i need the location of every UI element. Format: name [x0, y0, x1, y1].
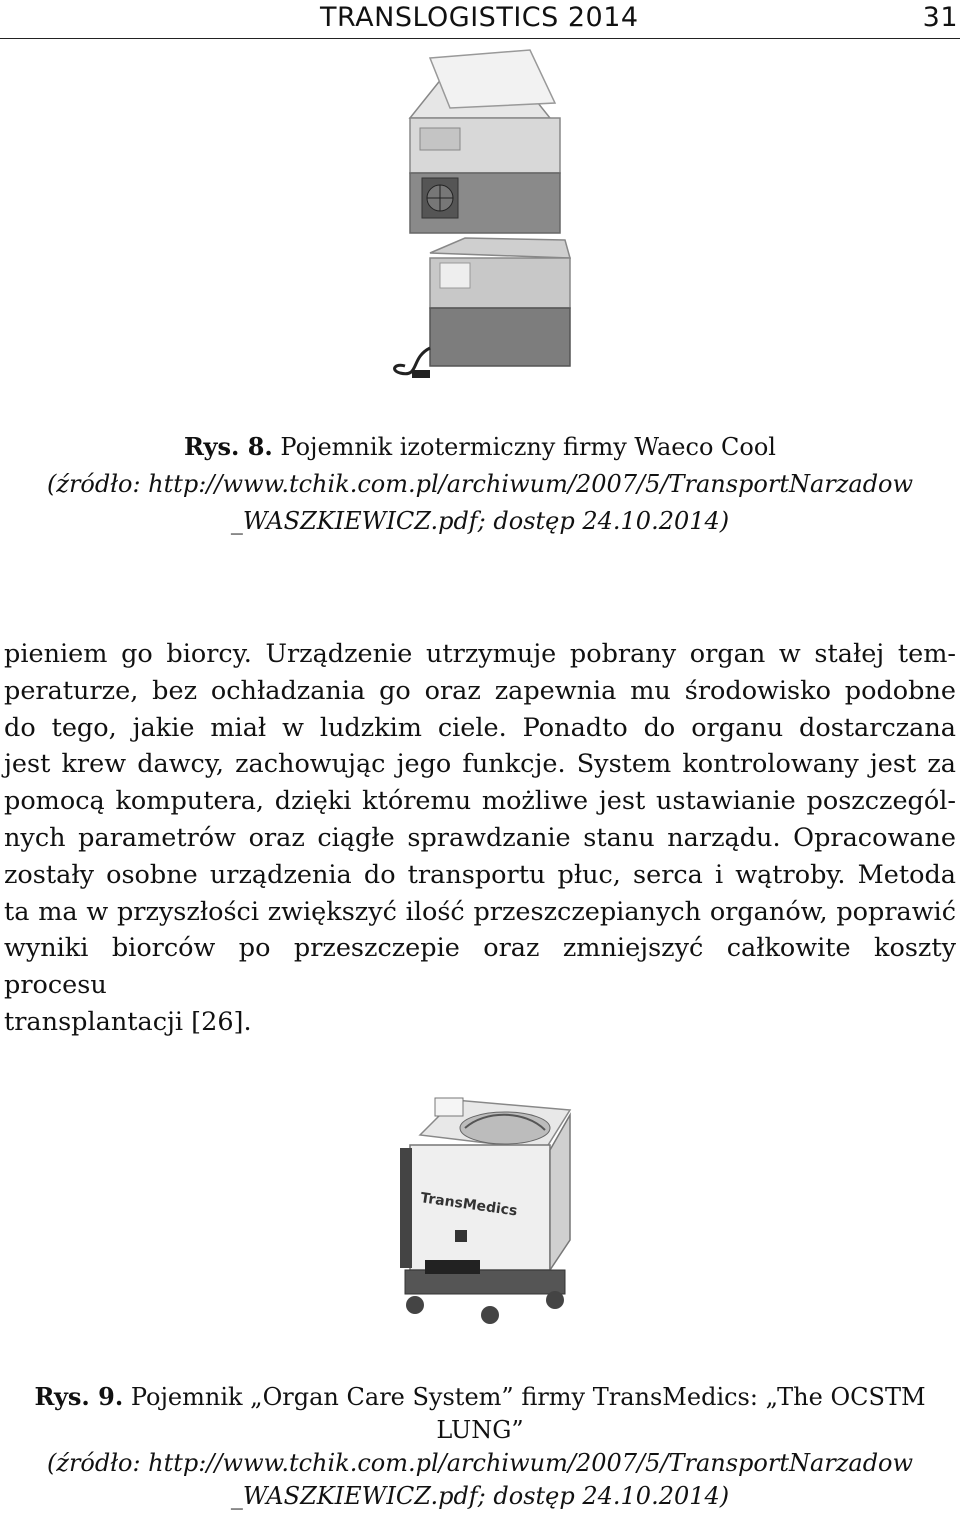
device-brand-text: TransMedics — [419, 1190, 519, 1220]
body-line: peraturze, bez ochładzania go oraz zapewnia mu środowisko podobne — [4, 675, 956, 706]
body-line: zostały osobne urządzenia do transportu płuc, serca i wątroby. Metoda — [4, 859, 956, 890]
body-line: wyniki biorców po przeszczepie oraz zmniejszyć całkowite koszty procesu — [4, 933, 956, 1001]
figure-8-source-line2: _WASZKIEWICZ.pdf; dostęp 24.10.2014) — [230, 507, 730, 535]
figure-ocs-device-image — [395, 1090, 580, 1330]
figure-9-source-line1: (źródło: http://www.tchik.com.pl/archiwum/2007/5/TransportNarzadow — [46, 1449, 914, 1477]
body-paragraph — [4, 636, 956, 1041]
figure-8-source-line1: (źródło: http://www.tchik.com.pl/archiwum/2007/5/TransportNarzadow — [46, 470, 914, 498]
body-line: do tego, jakie miał w ludzkim ciele. Ponadto do organu dostarczana — [4, 712, 956, 743]
figure-9-title-line2: LUNG” — [436, 1416, 524, 1444]
figure-9-label: Rys. 9. — [34, 1382, 124, 1411]
page-header — [0, 0, 960, 39]
ocs-device-illustration — [395, 1090, 580, 1330]
journal-title: TRANSLOGISTICS 2014 — [320, 2, 639, 33]
figure-8-caption — [0, 428, 960, 540]
figure-8-label: Rys. 8. — [184, 432, 273, 461]
body-line: jest krew dawcy, zachowując jego funkcje. System kontrolowany jest za — [4, 749, 956, 780]
figure-9-source-line2: _WASZKIEWICZ.pdf; dostęp 24.10.2014) — [230, 1482, 730, 1510]
body-line: transplantacji [26]. — [4, 1006, 252, 1037]
cooler-illustration — [390, 48, 580, 388]
page-number: 31 — [922, 2, 958, 33]
body-line: ta ma w przyszłości zwiększyć ilość przeszczepianych organów, poprawić — [4, 896, 956, 927]
body-line: nych parametrów oraz ciągłe sprawdzanie stanu narządu. Opracowane — [4, 822, 956, 853]
figure-9-caption — [0, 1380, 960, 1513]
body-line: pomocą komputera, dzięki któremu możliwe jest ustawianie poszczegól- — [4, 786, 956, 817]
figure-cooler-image — [390, 48, 580, 388]
figure-9-title-line1: Pojemnik „Organ Care System” firmy TransMedics: „The OCSTM — [130, 1383, 926, 1411]
figure-8-title: Pojemnik izotermiczny firmy Waeco Cool — [280, 433, 776, 461]
body-line: pieniem go biorcy. Urządzenie utrzymuje pobrany organ w stałej tem- — [4, 639, 956, 669]
